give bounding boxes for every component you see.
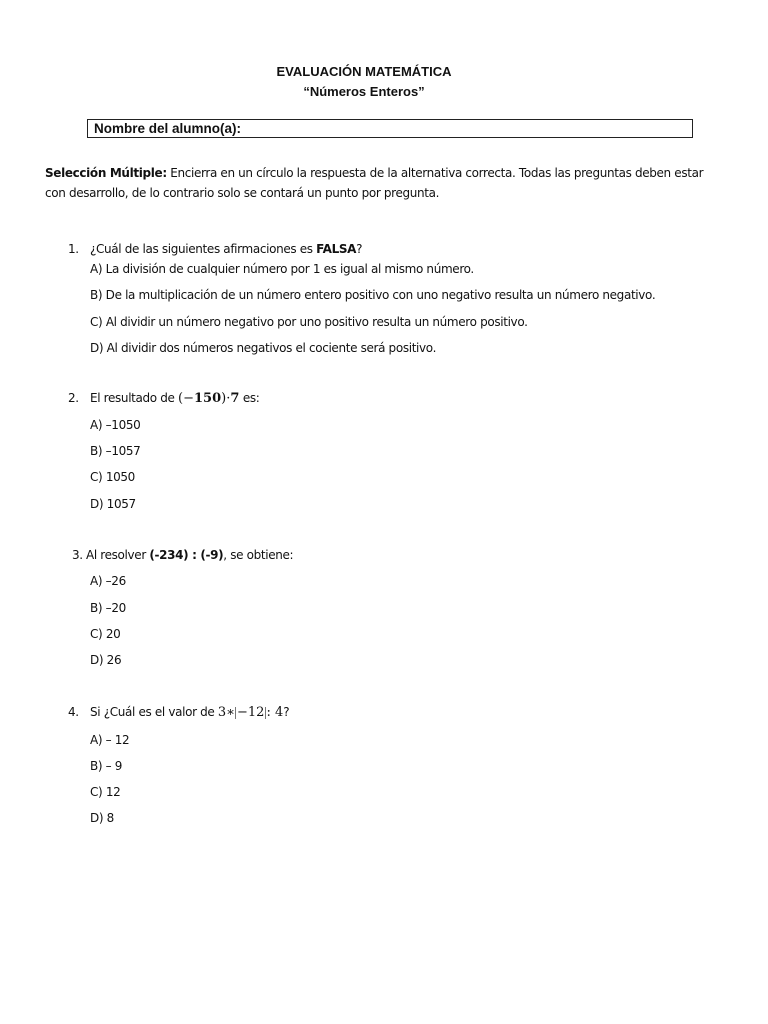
question-number: 4.: [68, 705, 79, 719]
question-number: 3.: [72, 548, 83, 562]
student-name-field[interactable]: [87, 119, 693, 138]
question-text: Si ¿Cuál es el valor de 3∗ −12 : 4?: [90, 705, 290, 720]
option-a[interactable]: A) –26: [90, 574, 126, 588]
question-text: ¿Cuál de las siguientes afirmaciones es FALSA?: [90, 242, 363, 256]
math-expression: 3∗ −12 : 4: [217, 705, 284, 720]
option-c[interactable]: C) 1050: [90, 470, 135, 484]
question-number: 1.: [68, 242, 79, 256]
option-b[interactable]: B) –20: [90, 601, 126, 615]
question-emphasis: FALSA: [316, 242, 357, 256]
exam-title: EVALUACIÓN MATEMÁTICA: [276, 64, 452, 79]
option-b[interactable]: B) –1057: [90, 444, 141, 458]
math-expression: (−150)·7: [178, 391, 240, 406]
exam-subtitle: “Números Enteros”: [303, 84, 425, 99]
option-d[interactable]: D) Al dividir dos números negativos el cociente será positivo.: [90, 341, 437, 355]
option-b[interactable]: B) – 9: [90, 759, 123, 773]
option-d[interactable]: D) 26: [90, 653, 122, 667]
instructions-text: Encierra en un círculo la respuesta de la alternativa correcta. Todas las preguntas deben estar con desarrollo, de lo contrario solo se contará un punto por pregunta.: [45, 166, 704, 200]
student-name-label: Nombre del alumno(a):: [94, 121, 242, 136]
absolute-value: −12: [237, 705, 265, 720]
option-c[interactable]: C) 12: [90, 785, 121, 799]
instructions-heading: Selección Múltiple:: [45, 166, 167, 180]
option-b[interactable]: B) De la multiplicación de un número entero positivo con uno negativo resulta un número negativo.: [90, 288, 656, 302]
question-number: 2.: [68, 391, 79, 405]
option-a[interactable]: A) –1050: [90, 418, 141, 432]
question-emphasis: (-234) : (-9): [149, 548, 224, 562]
option-a[interactable]: A) La división de cualquier número por 1 es igual al mismo número.: [90, 262, 474, 276]
question-text: Al resolver (-234) : (-9), se obtiene:: [86, 548, 294, 562]
option-a[interactable]: A) – 12: [90, 733, 130, 747]
option-d[interactable]: D) 1057: [90, 497, 136, 511]
option-c[interactable]: C) 20: [90, 627, 121, 641]
question-text: El resultado de (−150)·7 es:: [90, 391, 260, 406]
instructions: [45, 164, 717, 203]
option-c[interactable]: C) Al dividir un número negativo por uno positivo resulta un número positivo.: [90, 315, 528, 329]
option-d[interactable]: D) 8: [90, 811, 114, 825]
